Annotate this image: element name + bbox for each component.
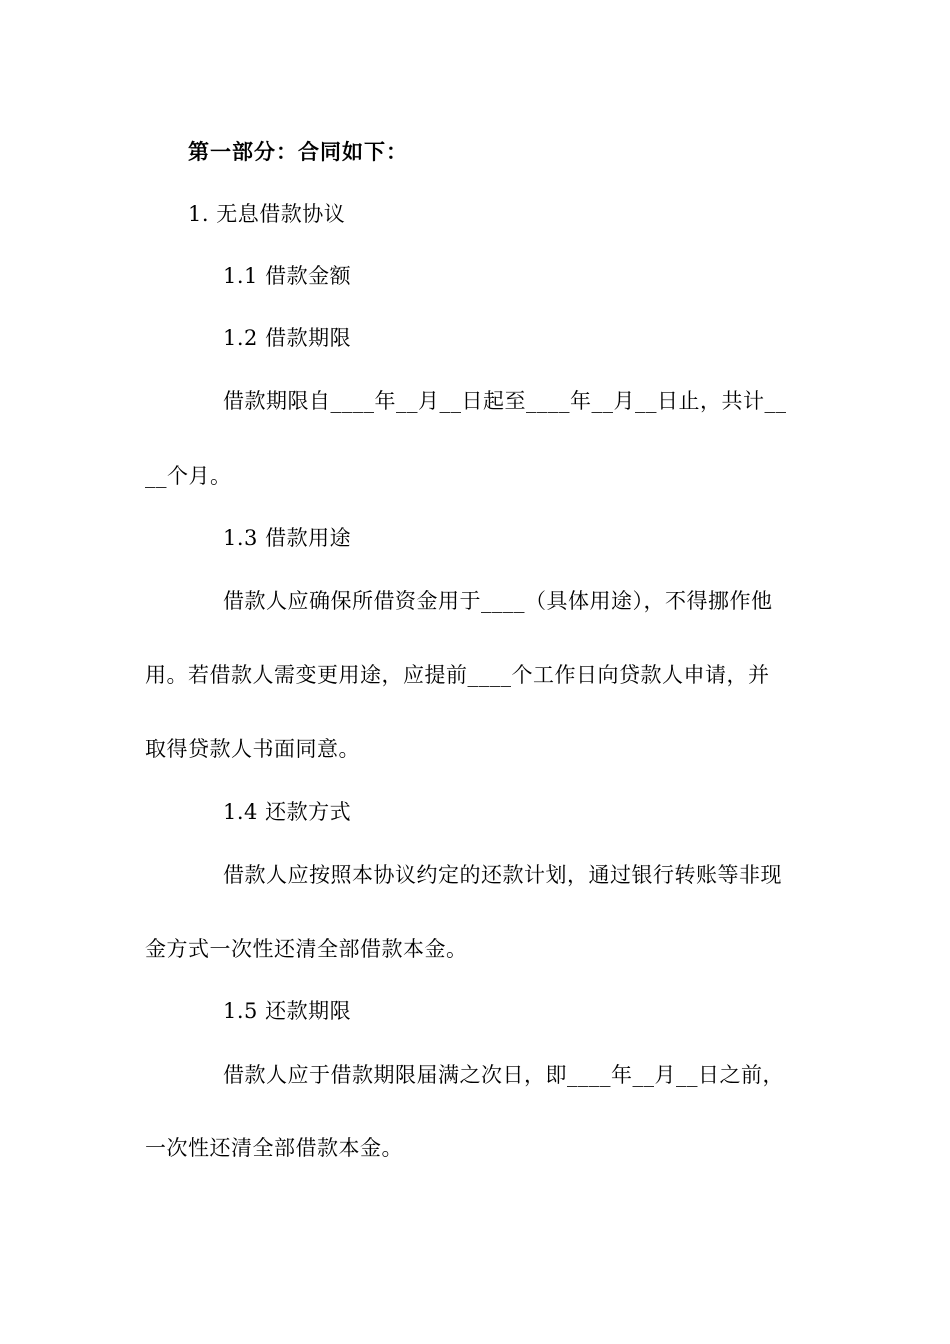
- paragraph-line: 借款期限自____年__月__日起至____年__月__日止，共计__: [223, 389, 787, 413]
- subsection-title-deadline: 1.5 还款期限: [223, 999, 352, 1023]
- subsection-title-method: 1.4 还款方式: [223, 800, 352, 824]
- paragraph-line: 一次性还清全部借款本金。: [145, 1136, 403, 1160]
- section-title: 1. 无息借款协议: [188, 202, 346, 226]
- paragraph-line: 金方式一次性还清全部借款本金。: [145, 937, 468, 961]
- paragraph-line: 借款人应按照本协议约定的还款计划，通过银行转账等非现: [223, 863, 782, 887]
- paragraph-line: __个月。: [145, 464, 232, 488]
- page-heading: 第一部分：合同如下：: [188, 140, 408, 164]
- paragraph-line: 借款人应确保所借资金用于____（具体用途），不得挪作他: [223, 589, 773, 613]
- subsection-title-purpose: 1.3 借款用途: [223, 526, 352, 550]
- subsection-title-term: 1.2 借款期限: [223, 326, 352, 350]
- paragraph-line: 用。若借款人需变更用途，应提前____个工作日向贷款人申请，并: [145, 663, 770, 687]
- paragraph-line: 借款人应于借款期限届满之次日，即____年__月__日之前，: [223, 1063, 784, 1087]
- subsection-title-amount: 1.1 借款金额: [223, 264, 352, 288]
- paragraph-line: 取得贷款人书面同意。: [145, 737, 360, 761]
